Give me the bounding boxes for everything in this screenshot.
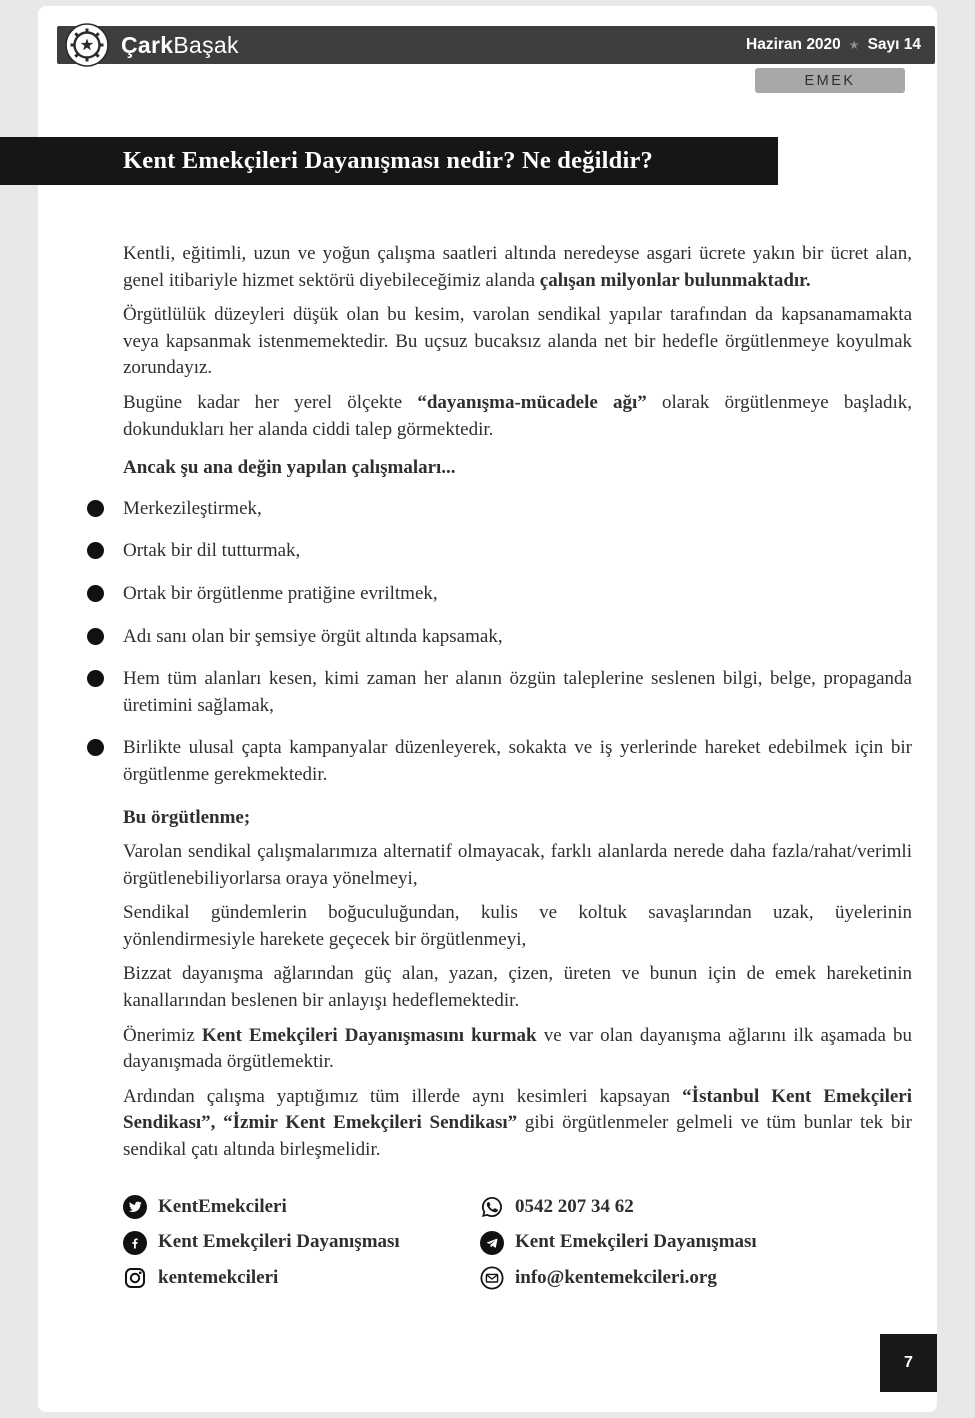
bullet-text: Ortak bir örgütlenme pratiğine evriltmek, bbox=[123, 582, 438, 604]
paragraph: Örgütlülük düzeyleri düşük olan bu kesim, varolan sendikal yapılar tarafından da kapsanamamakta veya kapsanmak istenmemektedir. Bu uçsuz bucaksız alanda net bir hedefle örgütlenmeye koyulmak zorundayız. bbox=[123, 304, 912, 379]
contact-label: KentEmekcileri bbox=[158, 1195, 287, 1217]
contact-telegram bbox=[480, 1229, 757, 1256]
masthead-bar bbox=[57, 26, 935, 64]
contact-label: 0542 207 34 62 bbox=[515, 1195, 634, 1217]
paragraph: Sendikal gündemlerin boğuculuğundan, kulis ve koltuk savaşlarından uzak, üyelerinin yönlendirmesiyle harekete geçecek bir örgütlenmeyi, bbox=[123, 902, 912, 950]
article-title-bar bbox=[0, 137, 778, 185]
paragraph: Bizzat dayanışma ağlarından güç alan, yazan, çizen, üreten ve bunun için de emek hareketinin kanallarından beslenen bir anlayışı hedeflemektedir. bbox=[123, 963, 912, 1012]
email-icon bbox=[480, 1266, 504, 1290]
telegram-icon bbox=[480, 1231, 504, 1255]
contact-twitter bbox=[123, 1194, 480, 1221]
article-content bbox=[123, 241, 912, 1291]
article-title: Kent Emekçileri Dayanışması nedir? Ne değildir? bbox=[123, 147, 653, 174]
bullet-text: Merkezileştirmek, bbox=[123, 497, 262, 519]
section-tab-emek: EMEK bbox=[755, 68, 905, 93]
list-item bbox=[123, 538, 912, 565]
paragraph: Kentli, eğitimli, uzun ve yoğun çalışma saatleri altında neredeyse asgari ücrete yakın bir ücret alan, genel itibariyle hizmet sektörü diyebileceğimiz alanda çalışan milyonlar bulunmaktadır. bbox=[123, 243, 912, 291]
contact-column-right bbox=[480, 1194, 757, 1292]
brand-regular-part: Başak bbox=[173, 31, 239, 58]
paragraph: Önerimiz Kent Emekçileri Dayanışmasını kurmak ve var olan dayanışma ağlarını ilk aşamada bu dayanışmada örgütlemektir. bbox=[123, 1024, 912, 1073]
bullet-icon bbox=[87, 670, 104, 687]
contact-whatsapp bbox=[480, 1194, 757, 1221]
contact-block bbox=[123, 1194, 912, 1292]
paragraph: Varolan sendikal çalışmalarımıza alternatif olmayacak, farklı alanlarda nerede daha fazla/rahat/verimli örgütlenebiliyorlarsa oraya yönelmeyi, bbox=[123, 841, 912, 889]
bullet-icon bbox=[87, 500, 104, 517]
contact-column-left bbox=[123, 1194, 480, 1292]
subheading: Bu örgütlenme; bbox=[123, 806, 251, 828]
issue-date: Haziran 2020 bbox=[746, 36, 841, 53]
paragraph: Bugüne kadar her yerel ölçekte “dayanışma-mücadele ağı” olarak örgütlenmeye başladık, dokundukları her alanda ciddi talep görmektedir. bbox=[123, 391, 912, 440]
magazine-title bbox=[121, 32, 239, 59]
contact-email bbox=[480, 1265, 757, 1292]
tip-party-logo-icon bbox=[65, 23, 109, 67]
contact-label: Kent Emekçileri Dayanışması bbox=[158, 1231, 400, 1253]
bullet-text: Adı sanı olan bir şemsiye örgüt altında kapsamak, bbox=[123, 625, 503, 647]
list-item bbox=[123, 581, 912, 608]
twitter-icon bbox=[123, 1195, 147, 1219]
issue-number: Sayı 14 bbox=[867, 36, 921, 53]
bullet-text: Hem tüm alanları kesen, kimi zaman her alanın özgün taleplerine seslenen bilgi, belge, propaganda üretimini sağlamak, bbox=[123, 668, 912, 716]
contact-instagram bbox=[123, 1265, 480, 1292]
list-item bbox=[123, 624, 912, 651]
brand-bold-part: Çark bbox=[121, 31, 174, 58]
bullet-icon bbox=[87, 585, 104, 602]
list-heading: Ancak şu ana değin yapılan çalışmaları... bbox=[123, 457, 456, 479]
star-icon: ★ bbox=[848, 38, 860, 52]
bullet-list bbox=[123, 496, 912, 789]
bullet-icon bbox=[87, 628, 104, 645]
contact-facebook bbox=[123, 1229, 480, 1256]
contact-label: kentemekcileri bbox=[158, 1266, 279, 1288]
contact-label: info@kentemekcileri.org bbox=[515, 1266, 717, 1288]
instagram-icon bbox=[123, 1266, 147, 1290]
bullet-text: Birlikte ulusal çapta kampanyalar düzenleyerek, sokakta ve iş yerlerinde hareket edebilmek için bir örgütlenme gerekmektedir. bbox=[123, 737, 912, 785]
facebook-icon bbox=[123, 1231, 147, 1255]
list-item bbox=[123, 735, 912, 788]
page-number: 7 bbox=[880, 1334, 937, 1392]
paragraph: Ardından çalışma yaptığımız tüm illerde aynı kesimleri kapsayan “İstanbul Kent Emekçileri Sendikası”, “İzmir Kent Emekçileri Sendikası” gibi örgütlenmeler gelmeli ve tüm bunlar tek bir sendikal çatı altında birleşmelidir. bbox=[123, 1085, 912, 1161]
whatsapp-icon bbox=[480, 1195, 504, 1219]
contact-label: Kent Emekçileri Dayanışması bbox=[515, 1231, 757, 1253]
list-item bbox=[123, 666, 912, 719]
bullet-text: Ortak bir dil tutturmak, bbox=[123, 540, 301, 562]
list-item bbox=[123, 496, 912, 523]
issue-info bbox=[746, 36, 921, 54]
